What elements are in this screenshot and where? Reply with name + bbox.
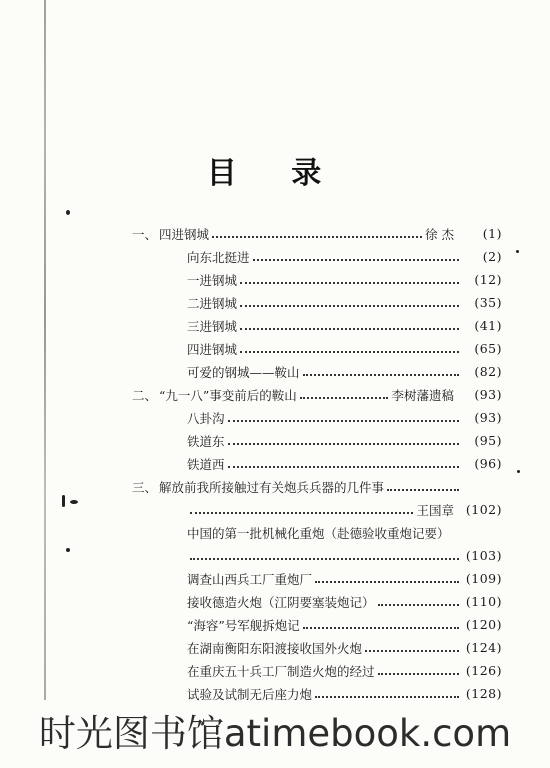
toc-entry-page: (93) bbox=[474, 410, 502, 425]
table-of-contents bbox=[132, 222, 502, 705]
toc-entry-page: (1) bbox=[482, 226, 502, 241]
toc-entry-page: (96) bbox=[474, 456, 502, 471]
toc-entry-title: 接收德造火炮（江阴要塞装炮记） bbox=[187, 594, 375, 610]
toc-leader-dots bbox=[240, 328, 459, 330]
toc-entry-page: (82) bbox=[474, 364, 502, 379]
toc-leader-dots bbox=[300, 397, 389, 399]
toc-entry-page: (103) bbox=[465, 548, 502, 563]
toc-entry-title: 在湖南衡阳东阳渡接收国外火炮 bbox=[187, 640, 363, 656]
toc-entry-title: 三进钢城 bbox=[187, 318, 238, 334]
toc-entry bbox=[132, 498, 502, 521]
scan-speck bbox=[70, 500, 78, 504]
toc-entry-title: 可爱的钢城——鞍山 bbox=[187, 364, 300, 380]
toc-leader-dots bbox=[378, 673, 459, 675]
toc-entry bbox=[132, 406, 502, 429]
toc-entry-title: 中国的第一批机械化重炮（赴德验收重炮记要） bbox=[187, 525, 450, 541]
toc-entry-page: (65) bbox=[474, 341, 502, 356]
toc-entry bbox=[132, 613, 502, 636]
toc-entry-page: (41) bbox=[474, 318, 502, 333]
scan-speck bbox=[66, 210, 70, 215]
toc-entry-title: 四进钢城 bbox=[187, 341, 238, 357]
toc-entry-title: 八卦沟 bbox=[187, 410, 225, 426]
toc-entry-page: (124) bbox=[465, 640, 502, 655]
toc-entry-page: (35) bbox=[474, 295, 502, 310]
toc-entry-title: 铁道东 bbox=[187, 433, 225, 449]
toc-entry-page: (2) bbox=[482, 249, 502, 264]
toc-entry-author: 徐 杰 bbox=[425, 226, 454, 242]
toc-leader-dots bbox=[365, 650, 459, 652]
scan-edge-line bbox=[44, 0, 46, 700]
toc-entry-title: 四进钢城 bbox=[159, 226, 210, 242]
toc-entry bbox=[132, 567, 502, 590]
toc-leader-dots bbox=[315, 581, 459, 583]
toc-leader-dots bbox=[228, 420, 459, 422]
toc-leader-dots bbox=[303, 627, 459, 629]
scan-speck bbox=[517, 470, 520, 473]
toc-entry-title: 一进钢城 bbox=[187, 272, 238, 288]
toc-entry bbox=[132, 544, 502, 567]
toc-entry-title: 铁道西 bbox=[187, 456, 225, 472]
toc-entry-title: “九一八”事变前后的鞍山 bbox=[159, 387, 297, 403]
toc-leader-dots bbox=[378, 604, 459, 606]
toc-entry-title: 解放前我所接触过有关炮兵兵器的几件事 bbox=[159, 479, 385, 495]
toc-leader-dots bbox=[190, 558, 459, 560]
scan-speck bbox=[516, 250, 519, 253]
watermark-text: 时光图书馆atimebook.com bbox=[38, 712, 512, 755]
toc-leader-dots bbox=[303, 374, 459, 376]
toc-leader-dots bbox=[387, 489, 459, 491]
toc-entry-page: (109) bbox=[465, 571, 502, 586]
toc-entry bbox=[132, 360, 502, 383]
toc-entry-title: 向东北挺进 bbox=[187, 249, 250, 265]
toc-entry bbox=[132, 590, 502, 613]
toc-entry bbox=[132, 682, 502, 705]
toc-entry-title: 二进钢城 bbox=[187, 295, 238, 311]
toc-entry bbox=[132, 383, 502, 406]
toc-entry-page: (102) bbox=[465, 502, 502, 517]
toc-entry-author: 李树藩遗稿 bbox=[391, 387, 454, 403]
toc-leader-dots bbox=[253, 259, 459, 261]
page-title: 目 录 bbox=[206, 156, 344, 191]
toc-leader-dots bbox=[228, 466, 459, 468]
toc-entry bbox=[132, 222, 502, 245]
toc-entry bbox=[132, 636, 502, 659]
toc-entry-page: (126) bbox=[465, 663, 502, 678]
scan-speck bbox=[62, 495, 65, 507]
toc-leader-dots bbox=[190, 512, 413, 514]
toc-entry bbox=[132, 429, 502, 452]
toc-entry bbox=[132, 521, 502, 544]
toc-entry-title: 调查山西兵工厂重炮厂 bbox=[187, 571, 313, 587]
toc-entry bbox=[132, 314, 502, 337]
toc-leader-dots bbox=[240, 305, 459, 307]
toc-entry-page: (95) bbox=[474, 433, 502, 448]
toc-entry-number: 三、 bbox=[132, 479, 158, 495]
toc-leader-dots bbox=[240, 351, 459, 353]
toc-entry bbox=[132, 245, 502, 268]
toc-entry bbox=[132, 268, 502, 291]
toc-entry-title: 试验及试制无后座力炮 bbox=[187, 686, 313, 702]
toc-entry bbox=[132, 337, 502, 360]
toc-leader-dots bbox=[315, 696, 459, 698]
toc-leader-dots bbox=[212, 236, 422, 238]
scan-speck bbox=[66, 548, 70, 552]
toc-leader-dots bbox=[228, 443, 459, 445]
toc-leader-dots bbox=[240, 282, 459, 284]
toc-entry-page: (128) bbox=[465, 686, 502, 701]
toc-entry-title: “海容”号军舰拆炮记 bbox=[187, 617, 300, 633]
toc-entry-page: (110) bbox=[465, 594, 502, 609]
toc-entry bbox=[132, 659, 502, 682]
toc-entry bbox=[132, 475, 502, 498]
toc-entry-number: 一、 bbox=[132, 226, 158, 242]
toc-entry-page: (93) bbox=[474, 387, 502, 402]
toc-entry-author: 王国章 bbox=[416, 502, 454, 518]
toc-entry bbox=[132, 452, 502, 475]
toc-entry bbox=[132, 291, 502, 314]
toc-entry-number: 二、 bbox=[132, 387, 158, 403]
toc-entry-page: (12) bbox=[474, 272, 502, 287]
toc-entry-page: (120) bbox=[465, 617, 502, 632]
toc-entry-title: 在重庆五十兵工厂制造火炮的经过 bbox=[187, 663, 375, 679]
